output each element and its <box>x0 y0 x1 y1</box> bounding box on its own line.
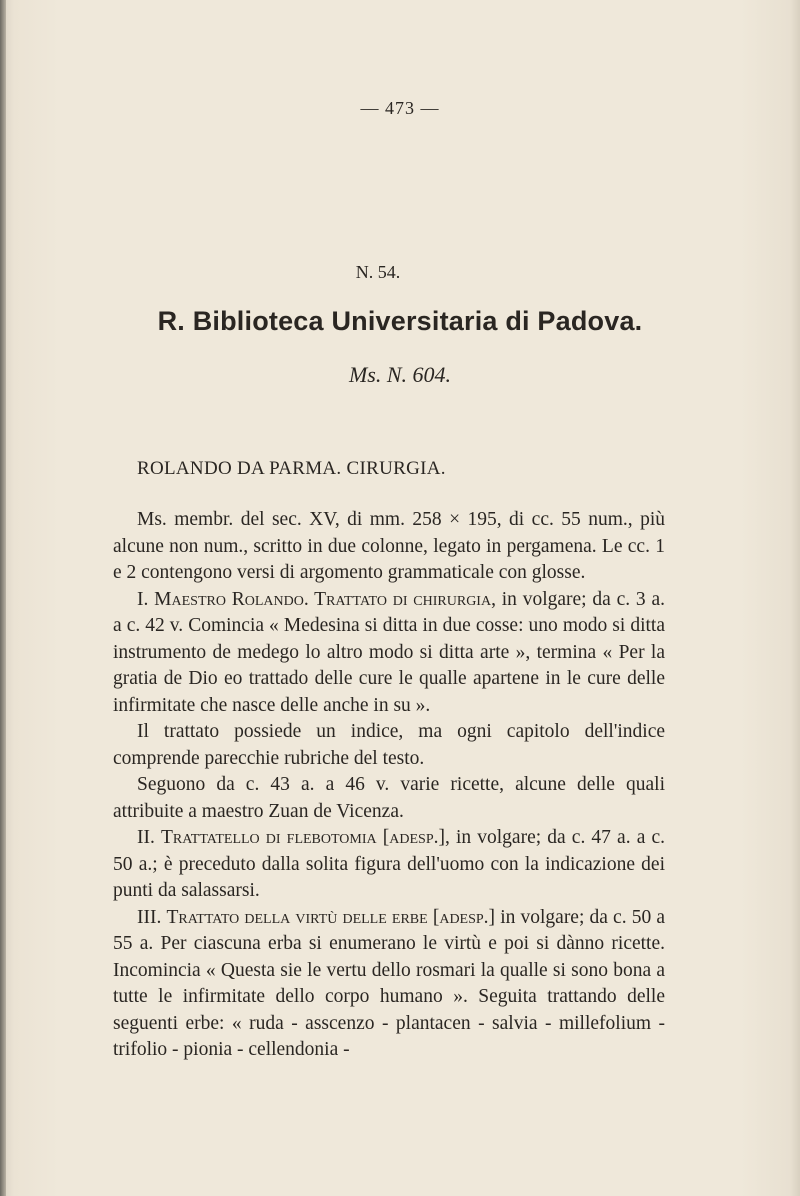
item-2-numeral: II. <box>137 827 155 848</box>
item-2-title: Trattatello di flebotomia <box>161 827 377 848</box>
item-3-title: Trattato della virtù delle erbe <box>166 906 428 928</box>
item-3-numeral: III. <box>137 906 162 928</box>
item-2-adesp: [adesp.] <box>382 827 445 848</box>
item-1-title: Maestro Rolando. Trattato di chirurgia, <box>154 588 496 610</box>
entry-heading: ROLANDO DA PARMA. CIRURGIA. <box>137 458 446 479</box>
item-1 <box>113 587 665 720</box>
page-binding-edge <box>0 0 6 1196</box>
page-number: — 473 — <box>360 98 440 118</box>
item-2-text: , in volgare; da c. 47 a. a c. 50 a.; è preceduto dalla solita figura dell'uomo con la indicazione dei punti da salassarsi. <box>113 827 665 901</box>
manuscript-description: Ms. membr. del sec. XV, di mm. 258 × 195, di cc. 55 num., più alcune non num., scritto in due colonne, legato in pergamena. Le cc. 1 e 2 contengono versi di argomento grammaticale con glosse. <box>113 509 665 583</box>
item-3-adesp: [adesp.] <box>432 906 496 928</box>
library-title: R. Biblioteca Universitaria di Padova. <box>157 306 643 336</box>
shelfmark: Ms. N. 604. <box>348 362 452 387</box>
entry-number: N. 54. <box>355 262 401 282</box>
item-2 <box>113 825 665 905</box>
entry-body <box>113 507 665 1064</box>
paragraph-recipes: Seguono da c. 43 a. a 46 v. varie ricette, alcune delle quali attribuite a maestro Zuan de Vicenza. <box>113 774 665 822</box>
item-3-text: in volgare; da c. 50 a 55 a. Per ciascuna erba si enumerano le virtù e poi si dànno ricette. Incomincia « Questa sie le vertu dello rosmari la qualle si sono bona a tutte le infirmitate dello corpo humano ». Seguita trattando delle seguenti erbe: « ruda - asscenzo - plantacen - salvia - millefolium - trifolio - pionia - cellendonia - <box>113 906 666 1060</box>
paragraph-index: Il trattato possiede un indice, ma ogni capitolo dell'indice comprende parecchie rubriche del testo. <box>113 721 665 769</box>
item-1-text: in volgare; da c. 3 a. a c. 42 v. Comincia « Medesina si ditta in due cosse: uno modo si ditta instrumento de medego lo altro modo si ditta arte », termina « Per la gratia de Dio eo trattado delle cure le qualle apartene in le cure delle infirmitate che nasce delle anche in su ». <box>113 588 665 716</box>
item-3 <box>113 905 665 1064</box>
item-1-numeral: I. <box>137 588 149 610</box>
